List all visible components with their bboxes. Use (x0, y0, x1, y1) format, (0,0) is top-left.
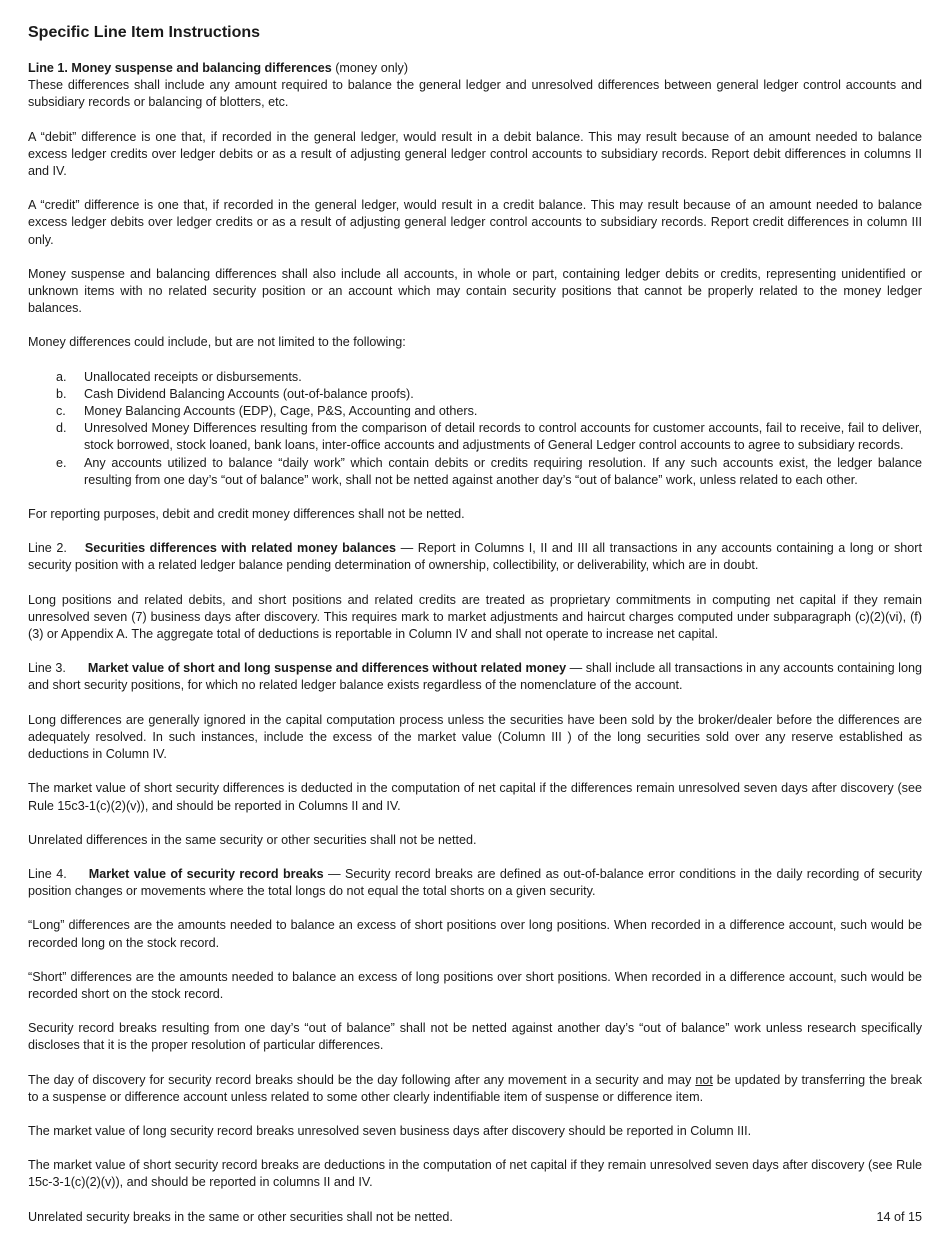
list-item-text: Any accounts utilized to balance “daily work” which contain debits or credits requiring resolution. If any such accounts exist, the ledger balance resulting from one day’s “out of balance” work, shall not be netted against another day’s “out of balance” work, unless related to each other. (84, 455, 922, 487)
line1-suspense-paragraph: Money suspense and balancing differences shall also include all accounts, in whole or part, containing ledger debits or credits, representing unidentified or unknown items with no related security position or an account which may contain security positions that cannot be properly related to the money ledger balances. (28, 266, 922, 316)
line3-paragraph (28, 660, 922, 694)
line4-heading: Market value of security record breaks (88, 866, 324, 881)
list-marker: c. (56, 404, 66, 419)
line1-netting-paragraph: For reporting purposes, debit and credit money differences shall not be netted. (28, 507, 465, 522)
line2-paragraph (28, 540, 922, 574)
line1-debit-paragraph: A “debit” difference is one that, if recorded in the general ledger, would result in a debit balance. This may result because of an amount needed to balance excess ledger credits over ledger debits or as a result of adjusting general ledger control accounts to subsidiary records. Report debit differences in columns II and IV. (28, 129, 922, 179)
line4-breaks-paragraph: Security record breaks resulting from one day’s “out of balance” shall not be netted against another day’s “out of balance” work unless research specifically discloses that it is the proper resolution of particular differences. (28, 1021, 922, 1053)
list-item (28, 455, 922, 489)
line2-text: — Report in Columns I, II and III all transactions in any accounts containing a long or short security position with a related ledger balance pending determination of ownership, collectibility, or deliverability, which are in doubt. (28, 541, 922, 573)
discovery-text-after: be updated by transferring the break to a suspense or difference account unless related to some other clearly indentifiable item of suspense or difference item. (28, 1072, 923, 1104)
line3-label: Line 3. (28, 661, 66, 676)
line1-heading-suffix: (money only) (335, 61, 409, 75)
line4-text: — Security record breaks are defined as out-of-balance error conditions in the daily recording of security position changes or movements where the total longs do not equal the total shorts on a given security. (28, 866, 923, 899)
line4-long-paragraph: “Long” differences are the amounts needed to balance an excess of short positions over long positions. When recorded in a difference account, such would be recorded long on the stock record. (28, 918, 922, 950)
line2-paragraph-2: Long positions and related debits, and short positions and related credits are treated as proprietary commitments in computing net capital if they remain unresolved seven (7) business days after discovery. This requires mark to market adjustments and haircut charges computed under subparagraph (c)(2)(vi), (f)(3) or Appendix A. The aggregate total of deductions is reportable in Column IV and shall not operate to increase net capital. (28, 592, 922, 642)
list-item-text: Money Balancing Accounts (EDP), Cage, P&S, Accounting and others. (84, 404, 478, 419)
line1-list-intro: Money differences could include, but are not limited to the following: (28, 335, 406, 350)
line3-paragraph-4: Unrelated differences in the same security or other securities shall not be netted. (28, 832, 477, 847)
list-marker: a. (56, 369, 67, 384)
line4-unrelated-paragraph: Unrelated security breaks in the same or other securities shall not be netted. (28, 1209, 453, 1224)
line3-paragraph-3: The market value of short security differences is deducted in the computation of net capital if the differences remain unresolved seven days after discovery (see Rule 15c3-1(c)(2)(v)), and should be reported in Columns II and IV. (28, 781, 922, 813)
list-marker: d. (56, 421, 67, 436)
line3-heading: Market value of short and long suspense and differences without related money (87, 661, 567, 676)
line4-discovery-paragraph (28, 1072, 922, 1106)
line4-long-value-paragraph: The market value of long security record breaks unresolved seven business days after discovery should be reported in Column III. (28, 1123, 752, 1138)
line2-heading: Securities differences with related money balances (84, 541, 397, 556)
line1-intro-text: These differences shall include any amount required to balance the general ledger and unresolved differences between general ledger control accounts and subsidiary records or balancing of blotters, etc. (28, 78, 922, 110)
line4-short-paragraph: “Short” differences are the amounts needed to balance an excess of long positions over short positions. When recorded in a difference account, such would be recorded short on the stock record. (28, 969, 922, 1001)
line4-short-value-paragraph: The market value of short security record breaks are deductions in the computation of net capital if they remain unresolved seven days after discovery (see Rule 15c-3-1(c)(2)(v)), and should be reported in columns II and IV. (28, 1158, 922, 1190)
list-marker: b. (56, 386, 67, 401)
line3-paragraph-2: Long differences are generally ignored in the capital computation process unless the securities have been sold by the broker/dealer before the differences are adequately resolved. In such instances, include the excess of the market value (Column III ) of the long securities sold over any reserve established as deductions in Column IV. (28, 712, 922, 762)
document-page (28, 22, 922, 1243)
line2-label: Line 2. (28, 541, 67, 556)
line4-paragraph (28, 866, 922, 900)
list-item (28, 403, 922, 420)
page-title: Specific Line Item Instructions (28, 24, 261, 41)
list-item-text: Cash Dividend Balancing Accounts (out-of-balance proofs). (84, 386, 414, 401)
line1-intro (28, 60, 922, 112)
money-differences-list (28, 369, 922, 489)
line3-text: — shall include all transactions in any accounts containing long and short security positions, for which no related ledger balance exists regardless of the nomenclature of the account. (28, 661, 922, 693)
list-item (28, 420, 922, 454)
discovery-underlined-word: not (695, 1072, 713, 1087)
list-item (28, 386, 922, 403)
page-number: 14 of 15 (876, 1210, 922, 1224)
list-item-text: Unresolved Money Differences resulting from the comparison of detail records to control accounts for customer accounts, fail to receive, fail to deliver, stock borrowed, stock loaned, bank loans, inter-office accounts and adjustments of General Ledger control accounts to agree to subsidiary records. (84, 421, 922, 453)
list-item (28, 369, 922, 386)
discovery-text-before: The day of discovery for security record breaks should be the day following after any movement in a security and may (28, 1072, 692, 1087)
list-marker: e. (56, 455, 67, 470)
list-item-text: Unallocated receipts or disbursements. (84, 369, 302, 384)
line4-label: Line 4. (28, 866, 67, 881)
line1-credit-paragraph: A “credit” difference is one that, if recorded in the general ledger, would result in a credit balance. This may result because of an amount needed to balance excess ledger debits over ledger credits or as a result of adjusting general ledger control accounts to subsidiary records. Report credit differences in column III only. (28, 198, 922, 247)
line1-heading: Line 1. Money suspense and balancing differences (28, 61, 332, 75)
